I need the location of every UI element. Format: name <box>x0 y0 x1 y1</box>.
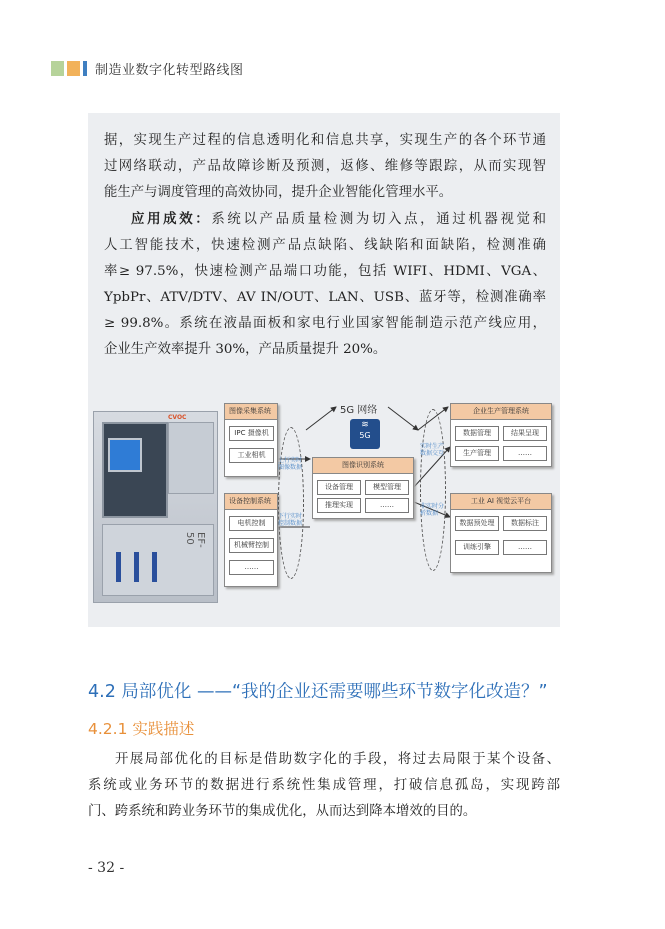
results-first: 系统以产品质量检测为切入点，通过机器视觉和 <box>211 212 547 227</box>
system-item: …… <box>365 498 409 513</box>
system-item: 数据预处理 <box>455 516 499 531</box>
text-line: YpbPr、ATV/DTV、AV IN/OUT、LAN、USB、蓝牙等，检测准确率 <box>104 290 546 305</box>
section-paragraph <box>88 747 560 825</box>
header-title: 制造业数字化转型路线图 <box>95 62 244 78</box>
text-line: 企业生产效率提升 30%，产品质量提升 20%。 <box>104 342 387 357</box>
system-item: 工业相机 <box>229 448 274 463</box>
subsection-heading: 4.2.1 实践描述 <box>88 720 195 738</box>
text-line: 过网络联动，产品故障诊断及预测，返修、维修等跟踪，从而实现智 <box>104 159 546 174</box>
system-title: 图像采集系统 <box>225 404 277 420</box>
flow-ellipse <box>278 427 304 579</box>
results-label: 应用成效： <box>131 211 212 227</box>
system-item: 结果呈现 <box>503 426 547 441</box>
image-capture-system <box>224 403 278 477</box>
system-item: 电机控制 <box>229 516 274 531</box>
body-text <box>104 128 546 363</box>
machine-screen <box>108 438 142 472</box>
system-item: 机械臂控制 <box>229 538 274 553</box>
text-line: 系统或业务环节的数据进行系统性集成管理，打破信息孤岛，实现跨部 <box>88 778 560 793</box>
text-line: 率≥ 97.5%，快速检测产品端口功能，包括 WIFI、HDMI、VGA、 <box>104 264 546 279</box>
system-item: 生产管理 <box>455 446 499 461</box>
flow-label: 下行实时控制数据 <box>278 513 303 527</box>
system-item: 数据标注 <box>503 516 547 531</box>
flow-label: 上行实时图像数据 <box>278 457 303 471</box>
system-item: …… <box>503 540 547 555</box>
running-header <box>51 60 244 76</box>
inspection-machine-image <box>93 411 218 603</box>
system-title: 企业生产管理系统 <box>451 404 551 420</box>
section-heading: 4.2 局部优化 ——“我的企业还需要哪些环节数字化改造？” <box>88 682 548 702</box>
machine-handle <box>134 552 139 582</box>
machine-handle <box>116 552 121 582</box>
machine-handle <box>152 552 157 582</box>
header-bar-icon <box>83 61 87 76</box>
production-management-system <box>450 403 552 467</box>
system-item: IPC 摄像机 <box>229 426 274 441</box>
flow-ellipse <box>420 409 446 571</box>
results-line <box>104 206 546 233</box>
device-control-system <box>224 493 278 587</box>
page-number: - 32 - <box>88 860 125 876</box>
system-diagram <box>88 387 560 625</box>
system-item: 设备管理 <box>317 480 361 495</box>
system-title: 工业 AI 视觉云平台 <box>451 494 551 510</box>
text-line: 门、跨系统和跨业务环节的集成优化，从而达到降本增效的目的。 <box>88 804 477 819</box>
machine-panel <box>168 422 214 494</box>
text-line: ≥ 99.8%。系统在液晶面板和家电行业国家智能制造示范产线应用， <box>104 316 546 331</box>
system-item: 推理实现 <box>317 498 361 513</box>
ai-vision-platform <box>450 493 552 573</box>
5g-icon-text: 5G <box>359 431 371 440</box>
system-item: …… <box>503 446 547 461</box>
system-item: …… <box>229 560 274 575</box>
header-square-icon <box>67 61 80 76</box>
network-label: 5G 网络 <box>340 405 378 416</box>
image-recognition-system <box>312 457 414 519</box>
machine-brand: CVOC <box>168 414 187 421</box>
flow-label: 实时生产数据交互 <box>420 443 445 457</box>
system-title: 图像识别系统 <box>313 458 413 474</box>
text-line: 据，实现生产过程的信息透明化和信息共享，实现生产的各个环节通 <box>104 133 546 148</box>
system-item: 模型管理 <box>365 480 409 495</box>
text-line: 开展局部优化的目标是借助数字化的手段，将过去局限于某个设备、 <box>115 752 560 767</box>
header-square-icon <box>51 61 64 76</box>
system-item: 数据管理 <box>455 426 499 441</box>
text-line: 人工智能技术，快速检测产品点缺陷、线缺陷和面缺陷，检测准确 <box>104 238 546 253</box>
text-line: 能生产与调度管理的高效协同，提升企业智能化管理水平。 <box>104 185 453 200</box>
5g-icon: ≋ 5G <box>350 419 380 449</box>
system-title: 设备控制系统 <box>225 494 277 510</box>
flow-label: 非实时分析数据 <box>420 503 445 517</box>
system-item: 训练引擎 <box>455 540 499 555</box>
machine-label: EF-50 <box>184 532 206 548</box>
